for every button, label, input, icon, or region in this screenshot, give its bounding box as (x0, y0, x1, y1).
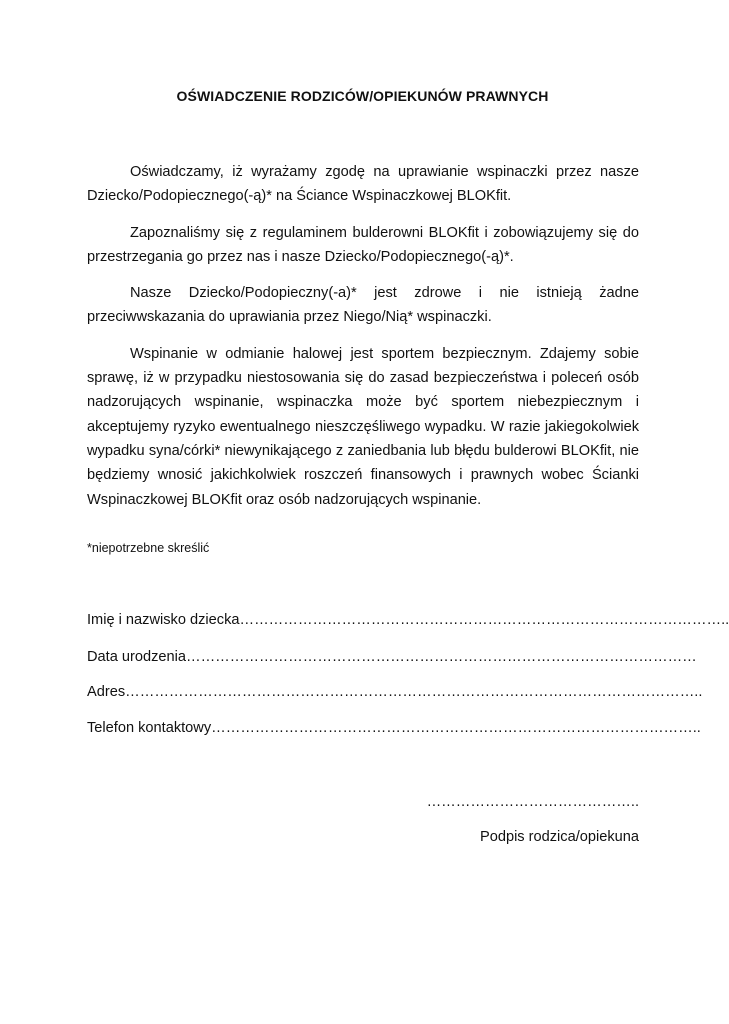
field-phone[interactable] (87, 720, 701, 736)
field-child-name-label: Imię i nazwisko dziecka (87, 612, 240, 628)
document-title: OŚWIADCZENIE RODZICÓW/OPIEKUNÓW PRAWNYCH (176, 88, 549, 104)
field-address-label: Adres (87, 684, 126, 700)
field-phone-label: Telefon kontaktowy (87, 720, 212, 736)
signature-line[interactable]: …………………………………….. (426, 794, 639, 810)
field-birth-date[interactable] (87, 649, 697, 665)
paragraph-risk: Wspinanie w odmianie halowej jest sportem bezpiecznym. Zdajemy sobie sprawę, iż w przypadku niestosowania się do zasad bezpieczeństwa i poleceń osób nadzorujących wspinanie, wspinaczka może być sportem niebezpiecznym i akceptujemy ryzyko ewentualnego nieszczęśliwego wypadku. W razie jakiegokolwiek wypadku syna/córki* niewynikającego z zaniedbania lub błędu bulderowi BLOKfit, nie będziemy wnosić jakichkolwiek roszczeń finansowych i prawnych wobec Ścianki Wspinaczkowej BLOKfit oraz osób nadzorujących wspinanie. (87, 345, 639, 508)
field-birth-date-label: Data urodzenia (87, 649, 186, 665)
paragraph-regulations: Zapoznaliśmy się z regulaminem bulderowni BLOKfit i zobowiązujemy się do przestrzegania go przez nas i nasze Dziecko/Podopiecznego(-ą)*. (87, 224, 639, 265)
signature-label: Podpis rodzica/opiekuna (479, 829, 639, 845)
field-phone-line[interactable]: ……………………………………………………………………………………….. (211, 720, 701, 736)
field-child-name-line[interactable]: ……………………………………………………………………………………….. (239, 612, 729, 628)
document-body (87, 160, 639, 524)
footnote: *niepotrzebne skreślić (87, 541, 210, 555)
field-address[interactable] (87, 684, 703, 700)
field-birth-date-line[interactable]: …………………………………………………………………………………………… (185, 649, 697, 665)
field-child-name[interactable] (87, 612, 729, 628)
paragraph-consent: Oświadczamy, iż wyrażamy zgodę na uprawianie wspinaczki przez nasze Dziecko/Podopiecznego(-ą)* na Ściance Wspinaczkowej BLOKfit. (87, 164, 639, 205)
paragraph-health: Nasze Dziecko/Podopieczny(-a)* jest zdrowe i nie istnieją żadne przeciwwskazania do uprawiania przez Niego/Nią* wspinaczki. (87, 285, 639, 326)
field-address-line[interactable]: ……………………………………………………………………………………………………….. (125, 684, 703, 700)
